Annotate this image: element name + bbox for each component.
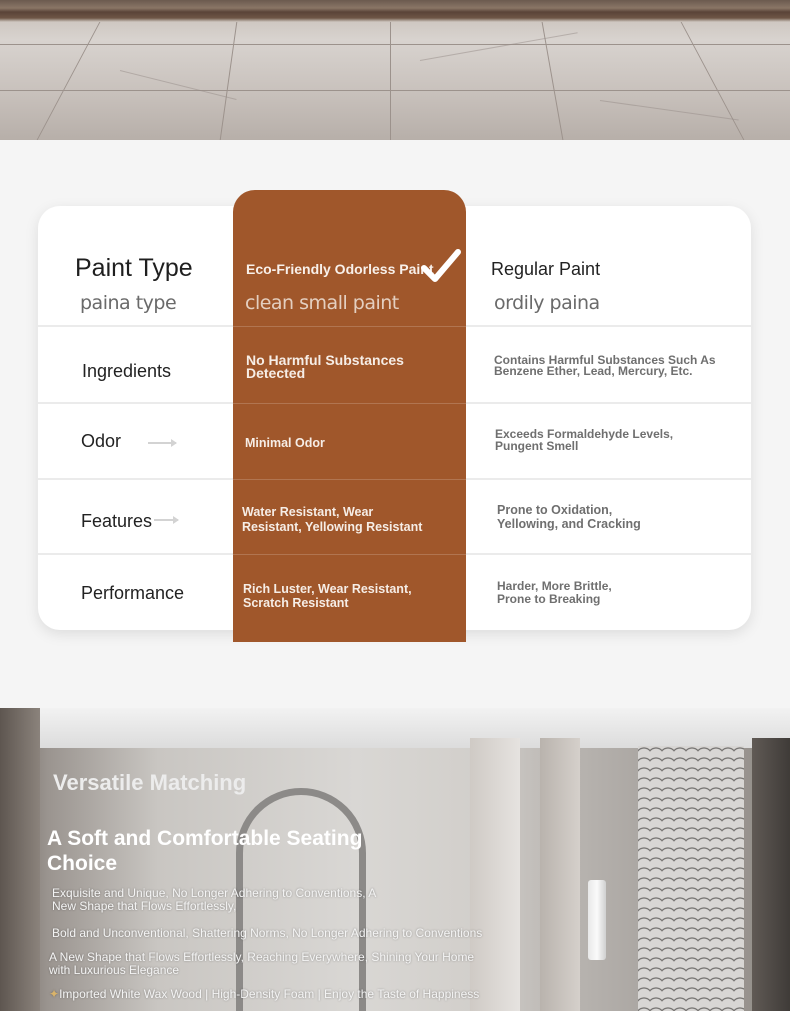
regular-odor: Exceeds Formaldehyde Levels, Pungent Smell (495, 427, 674, 453)
curtain (752, 738, 790, 1011)
divider (233, 479, 466, 480)
eco-features: Water Resistant, Wear Resistant, Yellowing Resistant (242, 505, 423, 534)
eco-odor: Minimal Odor (245, 436, 325, 450)
hero-features-line (49, 988, 489, 1001)
hero-heading: A Soft and Comfortable Seating Choice (47, 827, 363, 875)
row-label-ingredients: Ingredients (82, 361, 172, 381)
eco-paint-title: Eco-Friendly Odorless Paint (246, 261, 434, 277)
hero-paragraph: A New Shape that Flows Effortlessly, Reaching Everywhere, Shining Your Home with Luxurious Elegance (49, 950, 475, 977)
ceiling (0, 708, 790, 748)
divider (233, 326, 466, 327)
arrow-icon (148, 442, 176, 444)
eco-paint-subtitle: clean small paint (245, 292, 399, 314)
wall-panel (0, 708, 40, 1011)
divider (233, 554, 466, 555)
checkmark-icon (420, 248, 462, 286)
eco-performance: Rich Luster, Wear Resistant, Scratch Resistant (243, 582, 412, 610)
eco-ingredients: No Harmful Substances Detected (246, 352, 404, 381)
paint-type-title: Paint Type (75, 254, 193, 282)
paint-type-subtitle: paina type (80, 292, 177, 314)
divider (233, 403, 466, 404)
regular-paint-subtitle: ordily paina (494, 292, 600, 314)
wall-lamp (588, 880, 606, 960)
hero-paragraph: Bold and Unconventional, Shattering Norms, No Longer Adhering to Conventions (52, 926, 483, 940)
row-label-odor: Odor (81, 431, 122, 451)
decorative-screen (638, 746, 744, 1011)
row-label-features: Features (81, 511, 153, 531)
regular-paint-title: Regular Paint (491, 259, 601, 279)
row-label-performance: Performance (81, 583, 185, 603)
arrow-icon (154, 519, 178, 521)
regular-features: Prone to Oxidation, Yellowing, and Cracking (497, 503, 641, 531)
marble-floor-image (0, 0, 790, 140)
wall-panel (540, 738, 580, 1011)
regular-performance: Harder, More Brittle, Prone to Breaking (497, 579, 612, 606)
hero-paragraph: Exquisite and Unique, No Longer Adhering to Conventions, A New Shape that Flows Effortlessly, (52, 886, 376, 913)
sparkle-icon: ✦ (49, 987, 60, 1001)
regular-ingredients: Contains Harmful Substances Such As Benzene Ether, Lead, Mercury, Etc. (494, 353, 716, 378)
hero-features-text: Imported White Wax Wood | High-Density Foam | Enjoy the Taste of Happiness (59, 987, 480, 1001)
section-title: Versatile Matching (53, 770, 247, 795)
